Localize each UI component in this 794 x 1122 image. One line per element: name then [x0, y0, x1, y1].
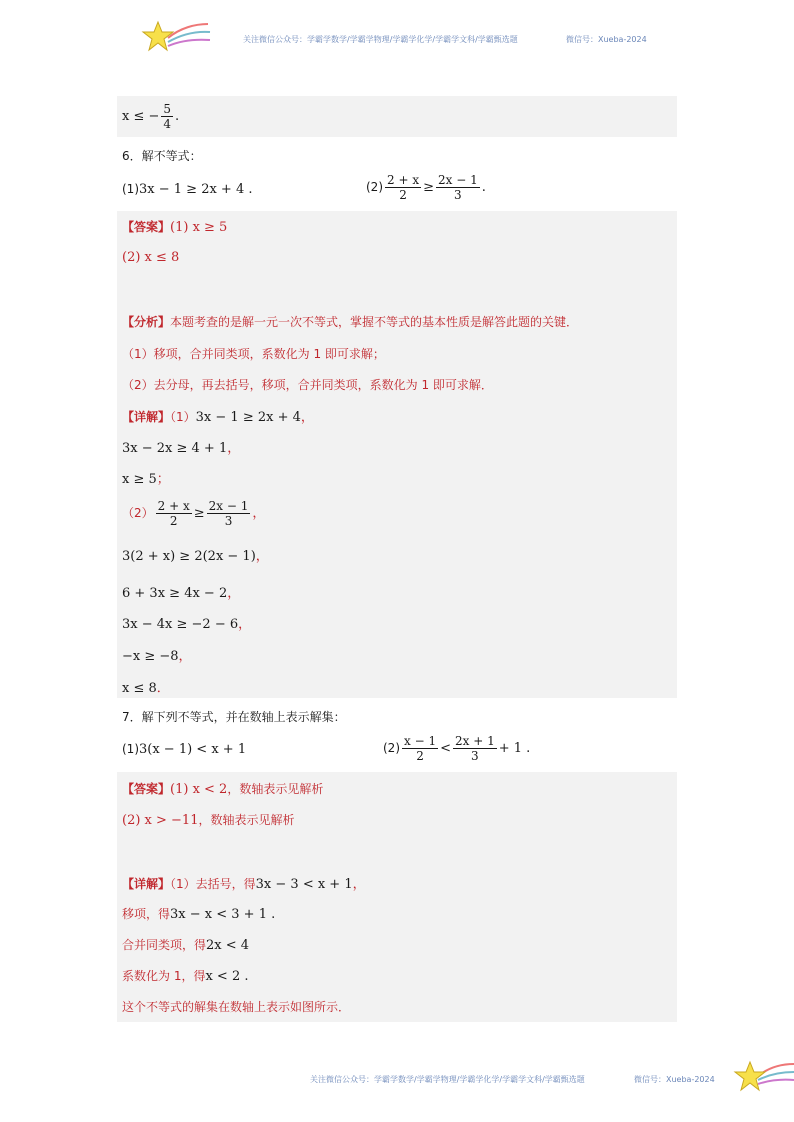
q7-detail-2: 移项，得3x − x < 3 + 1 .: [122, 907, 276, 922]
q6-detail-4: （2） $\frac{2 + x}{2}$ ≥ $\frac{2x - 1}{3}$ ，: [122, 499, 266, 528]
q7-detail-4: 系数化为 1，得x < 2 .: [122, 969, 249, 984]
q6-detail-8: −x ≥ −8，: [122, 649, 192, 664]
q7-part2: (2) $\frac{x - 1}{2}$ < $\frac{2x + 1}{3}$ + 1 .: [383, 734, 531, 763]
top-expression: x ≤ − $\frac{5}{4}$ .: [122, 102, 180, 131]
footer-wechat: 微信号：Xueba-2024: [634, 1075, 715, 1084]
q7-answer2: (2) x > −11，数轴表示见解析: [122, 813, 295, 828]
star-logo-icon-footer: [732, 1056, 794, 1096]
q6-detail-9: x ≤ 8．: [122, 681, 170, 696]
star-logo-icon: [140, 18, 212, 58]
q7-detail-1: 【详解】（1）去括号，得3x − 3 < x + 1，: [122, 877, 366, 892]
q6-analysis: 【分析】本题考查的是解一元一次不等式，掌握不等式的基本性质是解答此题的关键．: [122, 315, 579, 329]
q6-detail-1: 【详解】（1）3x − 1 ≥ 2x + 4，: [122, 410, 314, 425]
q6-answer1: 【答案】(1) x ≥ 5: [122, 220, 228, 235]
q6-detail-5: 3(2 + x) ≥ 2(2x − 1)，: [122, 549, 269, 564]
q7-detail-5: 这个不等式的解集在数轴上表示如图所示．: [122, 1000, 351, 1014]
q7-part1: (1)3(x − 1) < x + 1: [122, 742, 247, 757]
q6-analysis-line1: （1）移项，合并同类项，系数化为 1 即可求解；: [122, 347, 385, 361]
footer-text: 关注微信公众号：学霸学数学/学霸学物理/学霸学化学/学霸学文科/学霸甄选题: [310, 1075, 585, 1084]
q7-detail-3: 合并同类项，得2x < 4: [122, 938, 250, 953]
q6-part1: (1)3x − 1 ≥ 2x + 4 .: [122, 182, 253, 197]
header-text: 关注微信公众号：学霸学数学/学霸学物理/学霸学化学/学霸学文科/学霸甄选题: [243, 35, 518, 44]
q6-title: 6．解不等式：: [122, 149, 202, 163]
q6-detail-3: x ≥ 5；: [122, 472, 170, 487]
header-wechat: 微信号：Xueba-2024: [566, 35, 647, 44]
q6-answer2: (2) x ≤ 8: [122, 250, 180, 265]
q6-detail-6: 6 + 3x ≥ 4x − 2，: [122, 586, 241, 601]
q7-solution-block: [117, 772, 677, 1022]
q6-analysis-line2: （2）去分母，再去括号，移项，合并同类项，系数化为 1 即可求解．: [122, 378, 493, 392]
q7-title: 7．解下列不等式，并在数轴上表示解集：: [122, 710, 346, 724]
q7-answer1: 【答案】(1) x < 2，数轴表示见解析: [122, 782, 324, 797]
answer-block-top: [117, 96, 677, 137]
q6-detail-2: 3x − 2x ≥ 4 + 1，: [122, 441, 241, 456]
q6-detail-7: 3x − 4x ≥ −2 − 6，: [122, 617, 252, 632]
q6-part2: (2) $\frac{2 + x}{2}$ ≥ $\frac{2x - 1}{3}$ .: [366, 173, 486, 202]
